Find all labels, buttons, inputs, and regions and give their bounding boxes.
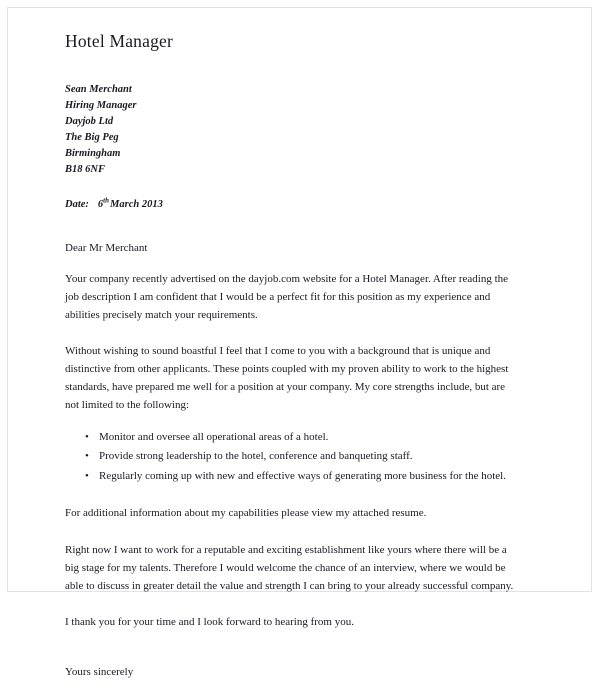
bullet-icon: • xyxy=(85,450,89,463)
address-line: Hiring Manager xyxy=(65,99,137,111)
paragraph-background: Without wishing to sound boastful I feel that I come to you with a background that is unique and distinctive from other applicants. These points coupled with my proven ability to work to the highest standards, have prepared me well for a position at your company. My core strengths include, but are not limited to the following: xyxy=(65,345,509,411)
list-item xyxy=(65,448,521,466)
address-line: B18 6NF xyxy=(65,163,105,175)
date-month-year: March 2013 xyxy=(110,198,163,210)
paragraph-thanks: I thank you for your time and I look forward to hearing from you. xyxy=(65,616,354,629)
bullet-icon: • xyxy=(85,430,89,443)
paragraph-interview-request: Right now I want to work for a reputable and exciting establishment like yours where there will be a big stage for my talents. Therefore I would welcome the chance of an interview, where we would be able to discuss in greater detail the value and strength I can bring to your already successful company. xyxy=(65,543,514,592)
date-day: 6 xyxy=(97,198,104,210)
bullet-icon: • xyxy=(85,470,89,483)
core-strengths-list xyxy=(65,429,521,486)
address-line: The Big Peg xyxy=(65,131,119,143)
address-line: Dayjob Ltd xyxy=(65,115,114,127)
paragraph-resume-note: For additional information about my capabilities please view my attached resume. xyxy=(65,507,427,520)
paragraph-intro: Your company recently advertised on the dayjob.com website for a Hotel Manager. After reading the job description I am confident that I would be a perfect fit for this position as my experience and abilities precisely match your requirements. xyxy=(65,272,509,321)
list-item xyxy=(65,468,521,486)
date-label: Date: xyxy=(65,198,89,210)
signoff: Yours sincerely xyxy=(65,666,134,679)
letter-content xyxy=(65,0,521,692)
address-line: Sean Merchant xyxy=(65,84,132,95)
list-item xyxy=(65,429,521,447)
list-item-label: Provide strong leadership to the hotel, conference and banqueting staff. xyxy=(99,450,413,463)
page-title: Hotel Manager xyxy=(65,31,174,51)
list-item-label: Monitor and oversee all operational areas of a hotel. xyxy=(99,430,329,443)
date-line xyxy=(65,197,521,213)
address-line: Birmingham xyxy=(65,147,121,159)
list-item-label: Regularly coming up with new and effective ways of generating more business for the hotel. xyxy=(99,470,506,483)
recipient-address-block xyxy=(65,82,521,178)
date-ordinal-suffix: th xyxy=(103,196,110,205)
salutation: Dear Mr Merchant xyxy=(65,242,148,255)
